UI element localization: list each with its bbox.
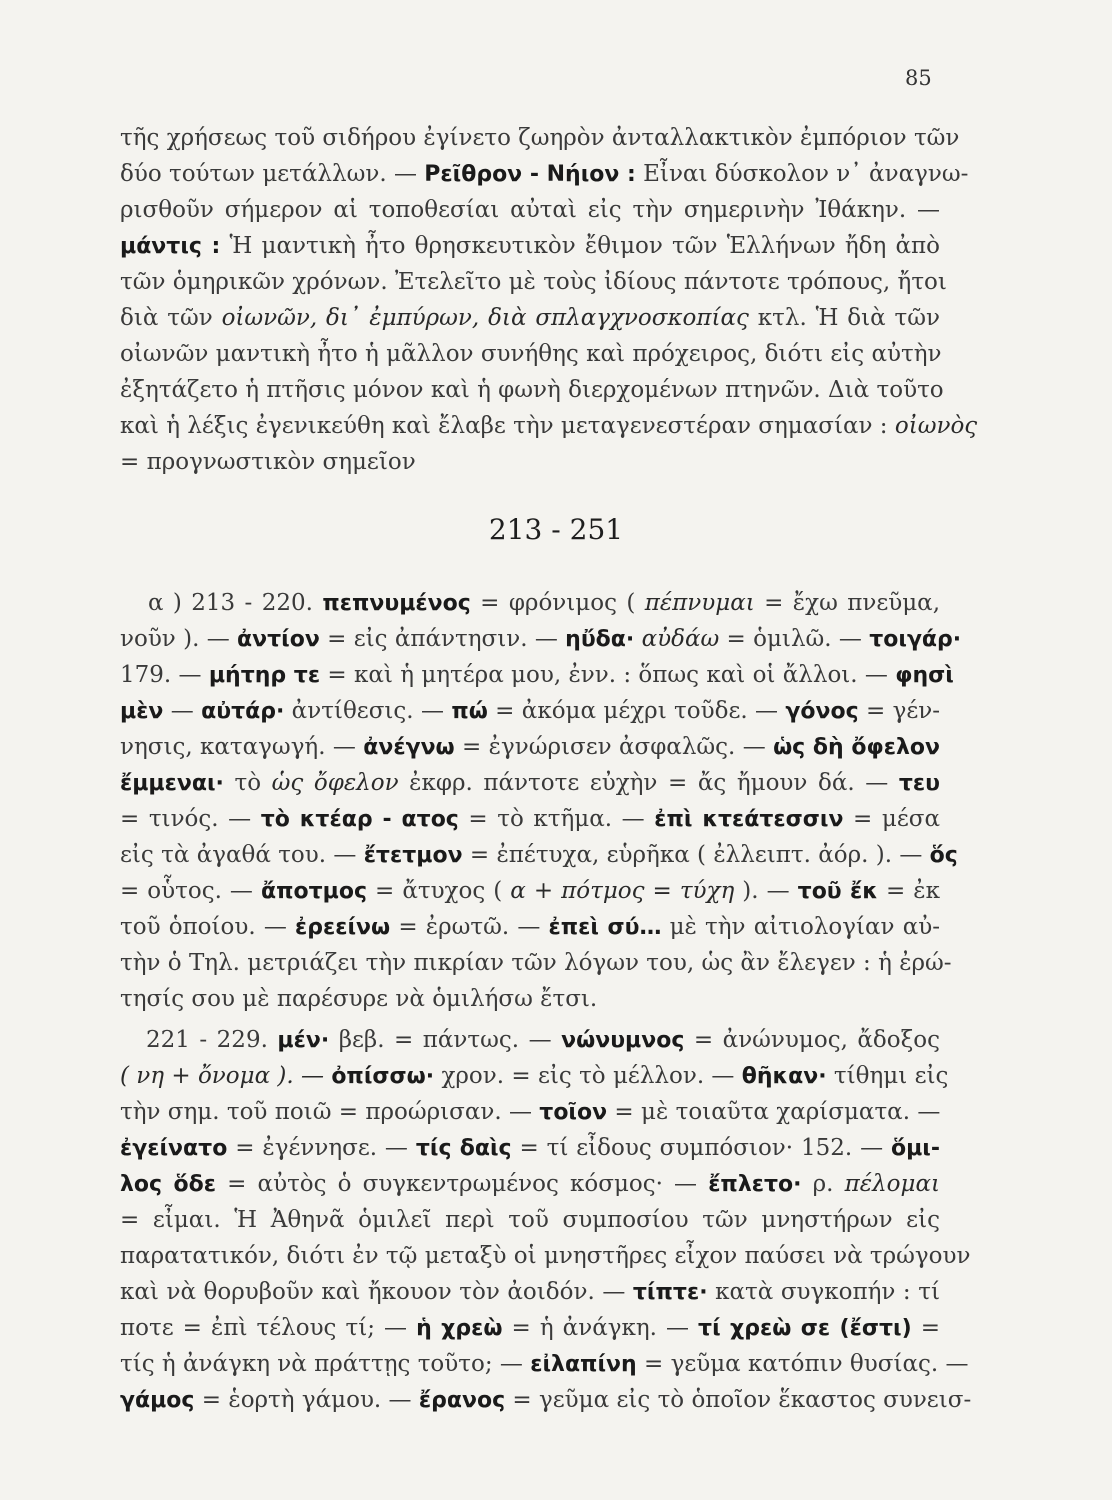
italic-text: πέλομαι (844, 1171, 940, 1197)
text-line (120, 837, 958, 873)
text-span: ρισθοῦν σήμερον αἱ τοποθεσίαι αὐταὶ εἰς τὴν σημερινὴν Ἰθάκην. — (120, 197, 940, 223)
lemma-term: ἐρεείνω (295, 915, 391, 940)
text-line (120, 192, 940, 228)
text-span: ἐκφρ. πάντοτε εὐχὴν = ἄς ἤμουν δά. — (398, 770, 899, 796)
text-span: = φρόνιμος ( (470, 590, 645, 616)
lemma-term: ἀντίον (237, 627, 320, 652)
text-span: = εἶμαι. Ἡ Ἀθηνᾶ ὁμιλεῖ περὶ τοῦ συμποσίου τῶν μνηστήρων εἰς (120, 1207, 940, 1233)
lemma-term: ἄποτμος (260, 879, 367, 904)
lemma-term: ἡ χρεὼ (416, 1316, 503, 1341)
text-line (120, 408, 978, 444)
text-line (120, 801, 940, 837)
text-line (120, 336, 940, 372)
lemma-term: πεπνυμένος (322, 591, 471, 616)
text-span: = ἐκ (877, 878, 940, 904)
lemma-term: μέν· (277, 1028, 330, 1053)
lemma-term: ἔμμεναι· (120, 771, 224, 796)
text-line (120, 765, 940, 801)
italic-text: οἰωνὸς (894, 413, 978, 439)
text-span: = ἐγνώρισεν ἀσφαλῶς. — (454, 734, 774, 760)
lemma-term: ἀνέγνω (363, 735, 455, 760)
lemma-term: μὲν (120, 699, 164, 724)
text-span: τοῦ ὁποίου. — (120, 914, 295, 940)
text-span: κατὰ συγκοπήν : τί (707, 1279, 940, 1305)
lemma-term: ἔπλετο· (708, 1172, 802, 1197)
text-span: α ) 213 - 220. (148, 590, 323, 616)
text-span: τίθημι εἰς (826, 1063, 949, 1089)
text-line (120, 1202, 940, 1238)
lemma-term: γόνος (785, 699, 859, 724)
text-span: κτλ. Ἡ διὰ τῶν (748, 305, 940, 331)
text-span: βεβ. = πάντως. — (329, 1027, 562, 1053)
text-span: ρ. (801, 1171, 845, 1197)
lemma-term: γάμος (120, 1388, 195, 1413)
lemma-term: τὸ κτέαρ - ατος (260, 807, 459, 832)
text-span: = μέσα (843, 806, 940, 832)
text-line (120, 657, 954, 693)
lemma-term: θῆκαν· (741, 1064, 827, 1089)
text-line (120, 264, 947, 300)
text-span: = ἔχω πνεῦμα, (754, 590, 941, 616)
text-span: ἐξητάζετο ἡ πτῆσις μόνον καὶ ἡ φωνὴ διερχομένων πτηνῶν. Διὰ τοῦτο (120, 377, 944, 403)
text-line (120, 228, 940, 264)
text-span: 221 - 229. (146, 1027, 278, 1053)
text-line (120, 873, 940, 909)
text-span: τὴν σημ. τοῦ ποιῶ = προώρισαν. — (120, 1099, 540, 1125)
lemma-term: ὅς (929, 843, 958, 868)
text-span: = μὲ τοιαῦτα χαρίσματα. — (607, 1099, 941, 1125)
paragraph-1 (120, 120, 978, 480)
lemma-term: ἔτετμον (363, 843, 463, 868)
text-span: τὴν ὁ Τηλ. μετριάζει τὴν πικρίαν τῶν λόγων του, ὡς ἂν ἔλεγεν : ἡ ἐρώ- (120, 950, 952, 976)
lemma-term: τί χρεὼ σε (ἔστι) (698, 1316, 912, 1341)
text-line (120, 1130, 940, 1166)
text-span: = ὁμιλῶ. — (719, 626, 870, 652)
text-span: = ἀνώνυμος, ἄδοξος (684, 1027, 941, 1053)
text-line (120, 300, 940, 336)
text-line (120, 729, 940, 765)
lemma-term: τίπτε· (632, 1280, 708, 1305)
italic-text: οἰωνῶν, δι᾽ ἐμπύρων, διὰ σπλαγχνοσκοπίας (221, 305, 749, 331)
lemma-term: μάντις : (120, 234, 221, 259)
text-span: = ἐρωτῶ. — (390, 914, 549, 940)
text-span: = καὶ ἡ μητέρα μου, ἐνν. : ὅπως καὶ οἱ ἄλλοι. — (320, 662, 896, 688)
italic-text: ( νη + ὄνομα ). — (120, 1063, 332, 1089)
text-span: 179. — (120, 662, 209, 688)
paragraph-2 (120, 585, 962, 1017)
text-line (120, 1310, 940, 1346)
text-span: = τὸ κτῆμα. — (458, 806, 655, 832)
text-line (120, 693, 940, 729)
text-span: τῆς χρήσεως τοῦ σιδήρου ἐγίνετο ζωηρὸν ἀνταλλακτικὸν ἐμπόριον τῶν (120, 125, 960, 151)
lemma-term: ὡς δὴ ὄφελον (773, 735, 940, 760)
paragraph-3 (120, 1022, 972, 1418)
text-line (120, 1022, 940, 1058)
text-span: = τί εἶδους συμπόσιον· 152. — (511, 1135, 891, 1161)
page-number: 85 (905, 66, 932, 90)
text-span: ποτε = ἐπὶ τέλους τί; — (120, 1315, 417, 1341)
text-span: = ἐπέτυχα, εὑρῆκα ( ἐλλειπτ. ἀόρ. ). — (462, 842, 930, 868)
text-line (120, 909, 940, 945)
text-line (120, 1058, 949, 1094)
text-span: καὶ ἡ λέξις ἐγενικεύθη καὶ ἔλαβε τὴν μεταγενεστέραν σημασίαν : (120, 413, 895, 439)
text-line (120, 372, 944, 408)
lemma-term: ἐγείνατο (120, 1136, 228, 1161)
text-span: Ἡ μαντικὴ ἦτο θρησκευτικὸν ἔθιμον τῶν Ἑλλήνων ἤδη ἀπὸ (220, 233, 941, 259)
text-span: μὲ τὴν αἰτιολογίαν αὐ- (661, 914, 940, 940)
italic-text: ὡς ὄφελον (271, 770, 399, 796)
lemma-term: Ρεῖθρον - Νήιον : (424, 162, 636, 187)
text-span: διὰ τῶν (120, 305, 222, 331)
text-span: τίς ἡ ἀνάγκη νὰ πράττῃς τοῦτο; — (120, 1351, 531, 1377)
text-span: — (163, 698, 202, 724)
text-span: χρον. = εἰς τὸ μέλλον. — (434, 1063, 742, 1089)
lemma-term: τευ (898, 771, 940, 796)
lemma-term: ὅμι- (890, 1136, 940, 1161)
lemma-term: ηὔδα· (565, 627, 635, 652)
text-line (120, 1274, 940, 1310)
text-line (120, 1346, 969, 1382)
text-span: τὸ (223, 770, 272, 796)
lemma-term: μήτηρ τε (208, 663, 321, 688)
text-span: = (911, 1315, 940, 1341)
text-span: = ἐγέννησε. — (227, 1135, 416, 1161)
text-span: παρατατικόν, διότι ἐν τῷ μεταξὺ οἱ μνηστῆρες εἶχον παύσει νὰ τρώγουν (120, 1243, 971, 1269)
text-line (120, 444, 940, 480)
text-span: = ἀκόμα μέχρι τοῦδε. — (487, 698, 786, 724)
italic-text: α + πότμος = τύχη (510, 878, 735, 904)
lemma-term: νώνυμνος (561, 1028, 685, 1053)
text-span: Εἶναι δύσκολον ν᾽ ἀναγνω- (635, 161, 969, 187)
text-span: καὶ νὰ θορυβοῦν καὶ ἤκουον τὸν ἀοιδόν. — (120, 1279, 633, 1305)
lemma-term: αὐτάρ· (201, 699, 285, 724)
text-line (120, 156, 969, 192)
text-line (120, 1238, 971, 1274)
lemma-term: ἐπεὶ σύ… (548, 915, 662, 940)
text-line (120, 1094, 940, 1130)
lemma-term: ἐπὶ κτεάτεσσιν (654, 807, 844, 832)
text-span: εἰς τὰ ἀγαθά του. — (120, 842, 364, 868)
lemma-term: τοῖον (539, 1100, 608, 1125)
text-span: = γέν- (858, 698, 940, 724)
text-line (120, 585, 940, 621)
text-span: νοῦν ). — (120, 626, 238, 652)
lemma-term: εἰλαπίνη (530, 1352, 637, 1377)
text-line (120, 1382, 972, 1418)
text-span: οἰωνῶν μαντικὴ ἦτο ἡ μᾶλλον συνήθης καὶ πρόχειρος, διότι εἰς αὐτὴν (120, 341, 942, 367)
text-span: τησίς σου μὲ παρέσυρε νὰ ὁμιλήσω ἔτσι. (120, 986, 598, 1012)
italic-text: πέπνυμαι (644, 590, 755, 616)
text-span: = προγνωστικὸν σημεῖον (120, 449, 416, 475)
text-span: = ἄτυχος ( (366, 878, 511, 904)
lemma-term: πώ (451, 699, 488, 724)
text-line (120, 621, 962, 657)
text-line (120, 981, 940, 1017)
text-span: = αὐτὸς ὁ συγκεντρωμένος κόσμος· — (216, 1171, 709, 1197)
text-line (120, 120, 960, 156)
lemma-term: ὀπίσσω· (331, 1064, 435, 1089)
lemma-term: τίς δαὶς (415, 1136, 512, 1161)
text-span: = ἡ ἀνάγκη. — (502, 1315, 699, 1341)
text-line (120, 1166, 940, 1202)
text-span: = εἰς ἀπάντησιν. — (319, 626, 566, 652)
text-span: νησις, καταγωγή. — (120, 734, 364, 760)
lemma-term: λος ὅδε (120, 1172, 217, 1197)
text-span: = γεῦμα εἰς τὸ ὁποῖον ἕκαστος συνεισ- (505, 1387, 972, 1413)
text-span: = ἑορτὴ γάμου. — (194, 1387, 419, 1413)
text-span: δύο τούτων μετάλλων. — (120, 161, 425, 187)
text-span: τῶν ὁμηρικῶν χρόνων. Ἐτελεῖτο μὲ τοὺς ἰδίους πάντοτε τρόπους, ἤτοι (120, 269, 947, 295)
text-span: = οὗτος. — (120, 878, 261, 904)
lemma-term: τοῦ ἔκ (797, 879, 878, 904)
text-line (120, 945, 952, 981)
text-span: ἀντίθεσις. — (284, 698, 452, 724)
section-heading: 213 - 251 (488, 513, 624, 546)
text-span: = γεῦμα κατόπιν θυσίας. — (636, 1351, 969, 1377)
text-span: ). — (734, 878, 798, 904)
italic-text: αὐδάω (641, 626, 720, 652)
lemma-term: φησὶ (895, 663, 954, 688)
lemma-term: τοιγάρ· (869, 627, 962, 652)
text-span (634, 626, 641, 652)
lemma-term: ἔρανος (418, 1388, 506, 1413)
text-span: = τινός. — (120, 806, 261, 832)
